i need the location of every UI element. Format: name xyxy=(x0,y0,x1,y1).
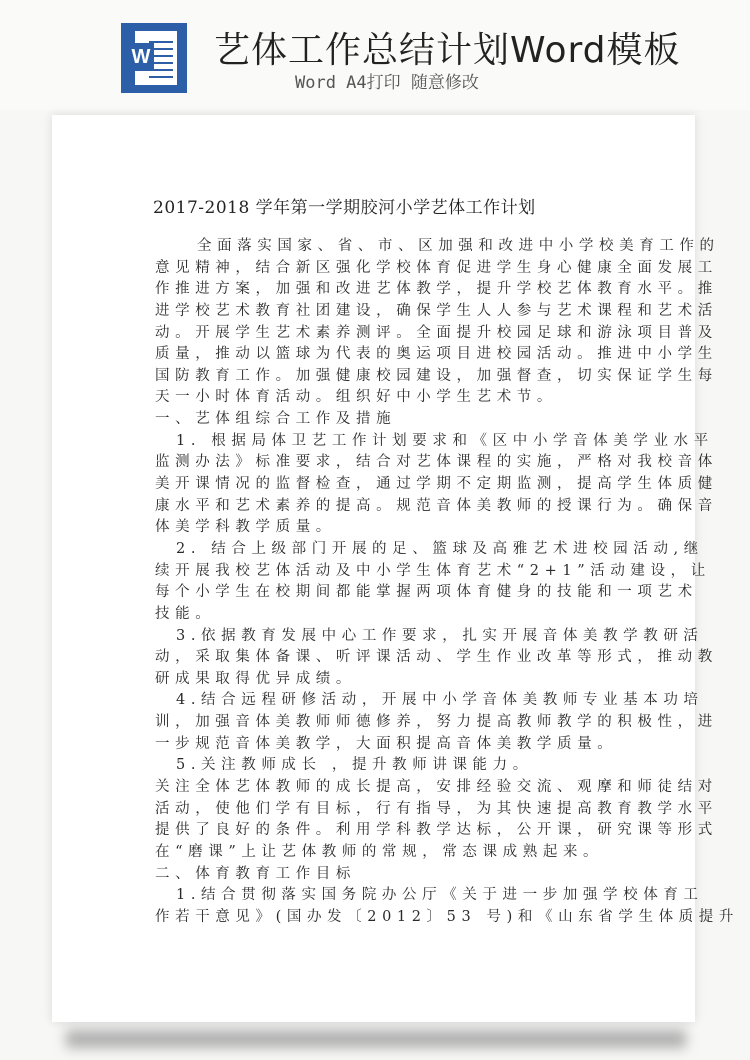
text-line: 作推进方案，加强和改进艺体教学，提升学校艺体教育水平。推 xyxy=(155,281,718,298)
text-line: 国防教育工作。加强健康校园建设，加强督查，切实保证学生每 xyxy=(155,367,718,384)
text-line: 天一小时体育活动。组织好中小学生艺术节。 xyxy=(155,389,557,406)
document-title: 2017-2018 学年第一学期胶河小学艺体工作计划 xyxy=(153,198,536,218)
banner-title: 艺体工作总结计划Word模板 xyxy=(214,30,681,71)
text-line: 美开课情况的监督检查，通过学期不定期监测，提高学生体质健 xyxy=(155,476,718,493)
text-line: 每个小学生在校期间都能掌握两项体育健身的技能和一项艺术 xyxy=(155,584,698,601)
banner-subtitle: Word A4打印 随意修改 xyxy=(295,73,479,93)
template-banner xyxy=(0,0,750,110)
text-line: 在“磨课”上让艺体教师的常规，常态课成熟起来。 xyxy=(155,843,604,860)
text-line: 康水平和艺术素养的提高。规范音体美教师的授课行为。确保音 xyxy=(155,497,718,514)
text-line: 活动，使他们学有目标，行有指导，为其快速提高教育教学水平 xyxy=(155,800,718,817)
text-line: 监测办法》标准要求，结合对艺体课程的实施，严格对我校音体 xyxy=(155,454,718,471)
text-line: 训，加强音体美教师师德修养，努力提高教师教学的积极性，进 xyxy=(155,714,718,731)
text-line: 技能。 xyxy=(155,605,216,622)
text-line: 动，采取集体备课、听评课活动、学生作业改革等形式，推动教 xyxy=(155,649,718,666)
text-line: 3.依据教育发展中心工作要求，扎实开展音体美教学教研活 xyxy=(176,627,704,644)
text-line: 一、艺体组综合工作及措施 xyxy=(155,411,397,428)
document-body xyxy=(155,236,739,929)
text-line: 提供了良好的条件。利用学科教学达标，公开课，研究课等形式 xyxy=(155,822,718,839)
word-logo-icon xyxy=(121,23,187,93)
document-page xyxy=(52,115,739,1022)
text-line: 全面落实国家、省、市、区加强和改进中小学校美育工作的 xyxy=(197,238,720,254)
text-line: 2. 结合上级部门开展的足、篮球及高雅艺术进校园活动,继 xyxy=(176,540,704,557)
text-line: 关注全体艺体教师的成长提高，安排经验交流、观摩和师徒结对 xyxy=(155,779,718,796)
text-line: 1. 根据局体卫艺工作计划要求和《区中小学音体美学业水平 xyxy=(176,432,714,449)
logo-letter: W xyxy=(128,43,154,71)
text-line: 5.关注教师成长 ，提升教师讲课能力。 xyxy=(176,757,533,774)
text-line: 一步规范音体美教学，大面积提高音体美教学质量。 xyxy=(155,735,618,752)
text-line: 作若干意见》(国办发〔2012〕53 号)和《山东省学生体质提升 xyxy=(155,908,739,925)
text-line: 体美学科教学质量。 xyxy=(155,519,336,536)
text-line: 研成果取得优异成绩。 xyxy=(155,670,356,687)
text-line: 进学校艺术教育社团建设，确保学生人人参与艺术课程和艺术活 xyxy=(155,302,718,319)
text-line: 质量，推动以篮球为代表的奥运项目进校园活动。推进中小学生 xyxy=(155,346,718,363)
text-line: 二、体育教育工作目标 xyxy=(155,865,356,882)
text-line: 1.结合贯彻落实国务院办公厅《关于进一步加强学校体育工 xyxy=(176,887,704,904)
text-line: 4.结合远程研修活动，开展中小学音体美教师专业基本功培 xyxy=(176,692,704,709)
text-line: 续开展我校艺体活动及中小学生体育艺术“2+1”活动建设，让 xyxy=(155,562,711,579)
text-line: 意见精神，结合新区强化学校体育促进学生身心健康全面发展工 xyxy=(155,259,718,276)
text-line: 动。开展学生艺术素养测评。全面提升校园足球和游泳项目普及 xyxy=(155,324,718,341)
page-shadow xyxy=(66,1030,686,1048)
